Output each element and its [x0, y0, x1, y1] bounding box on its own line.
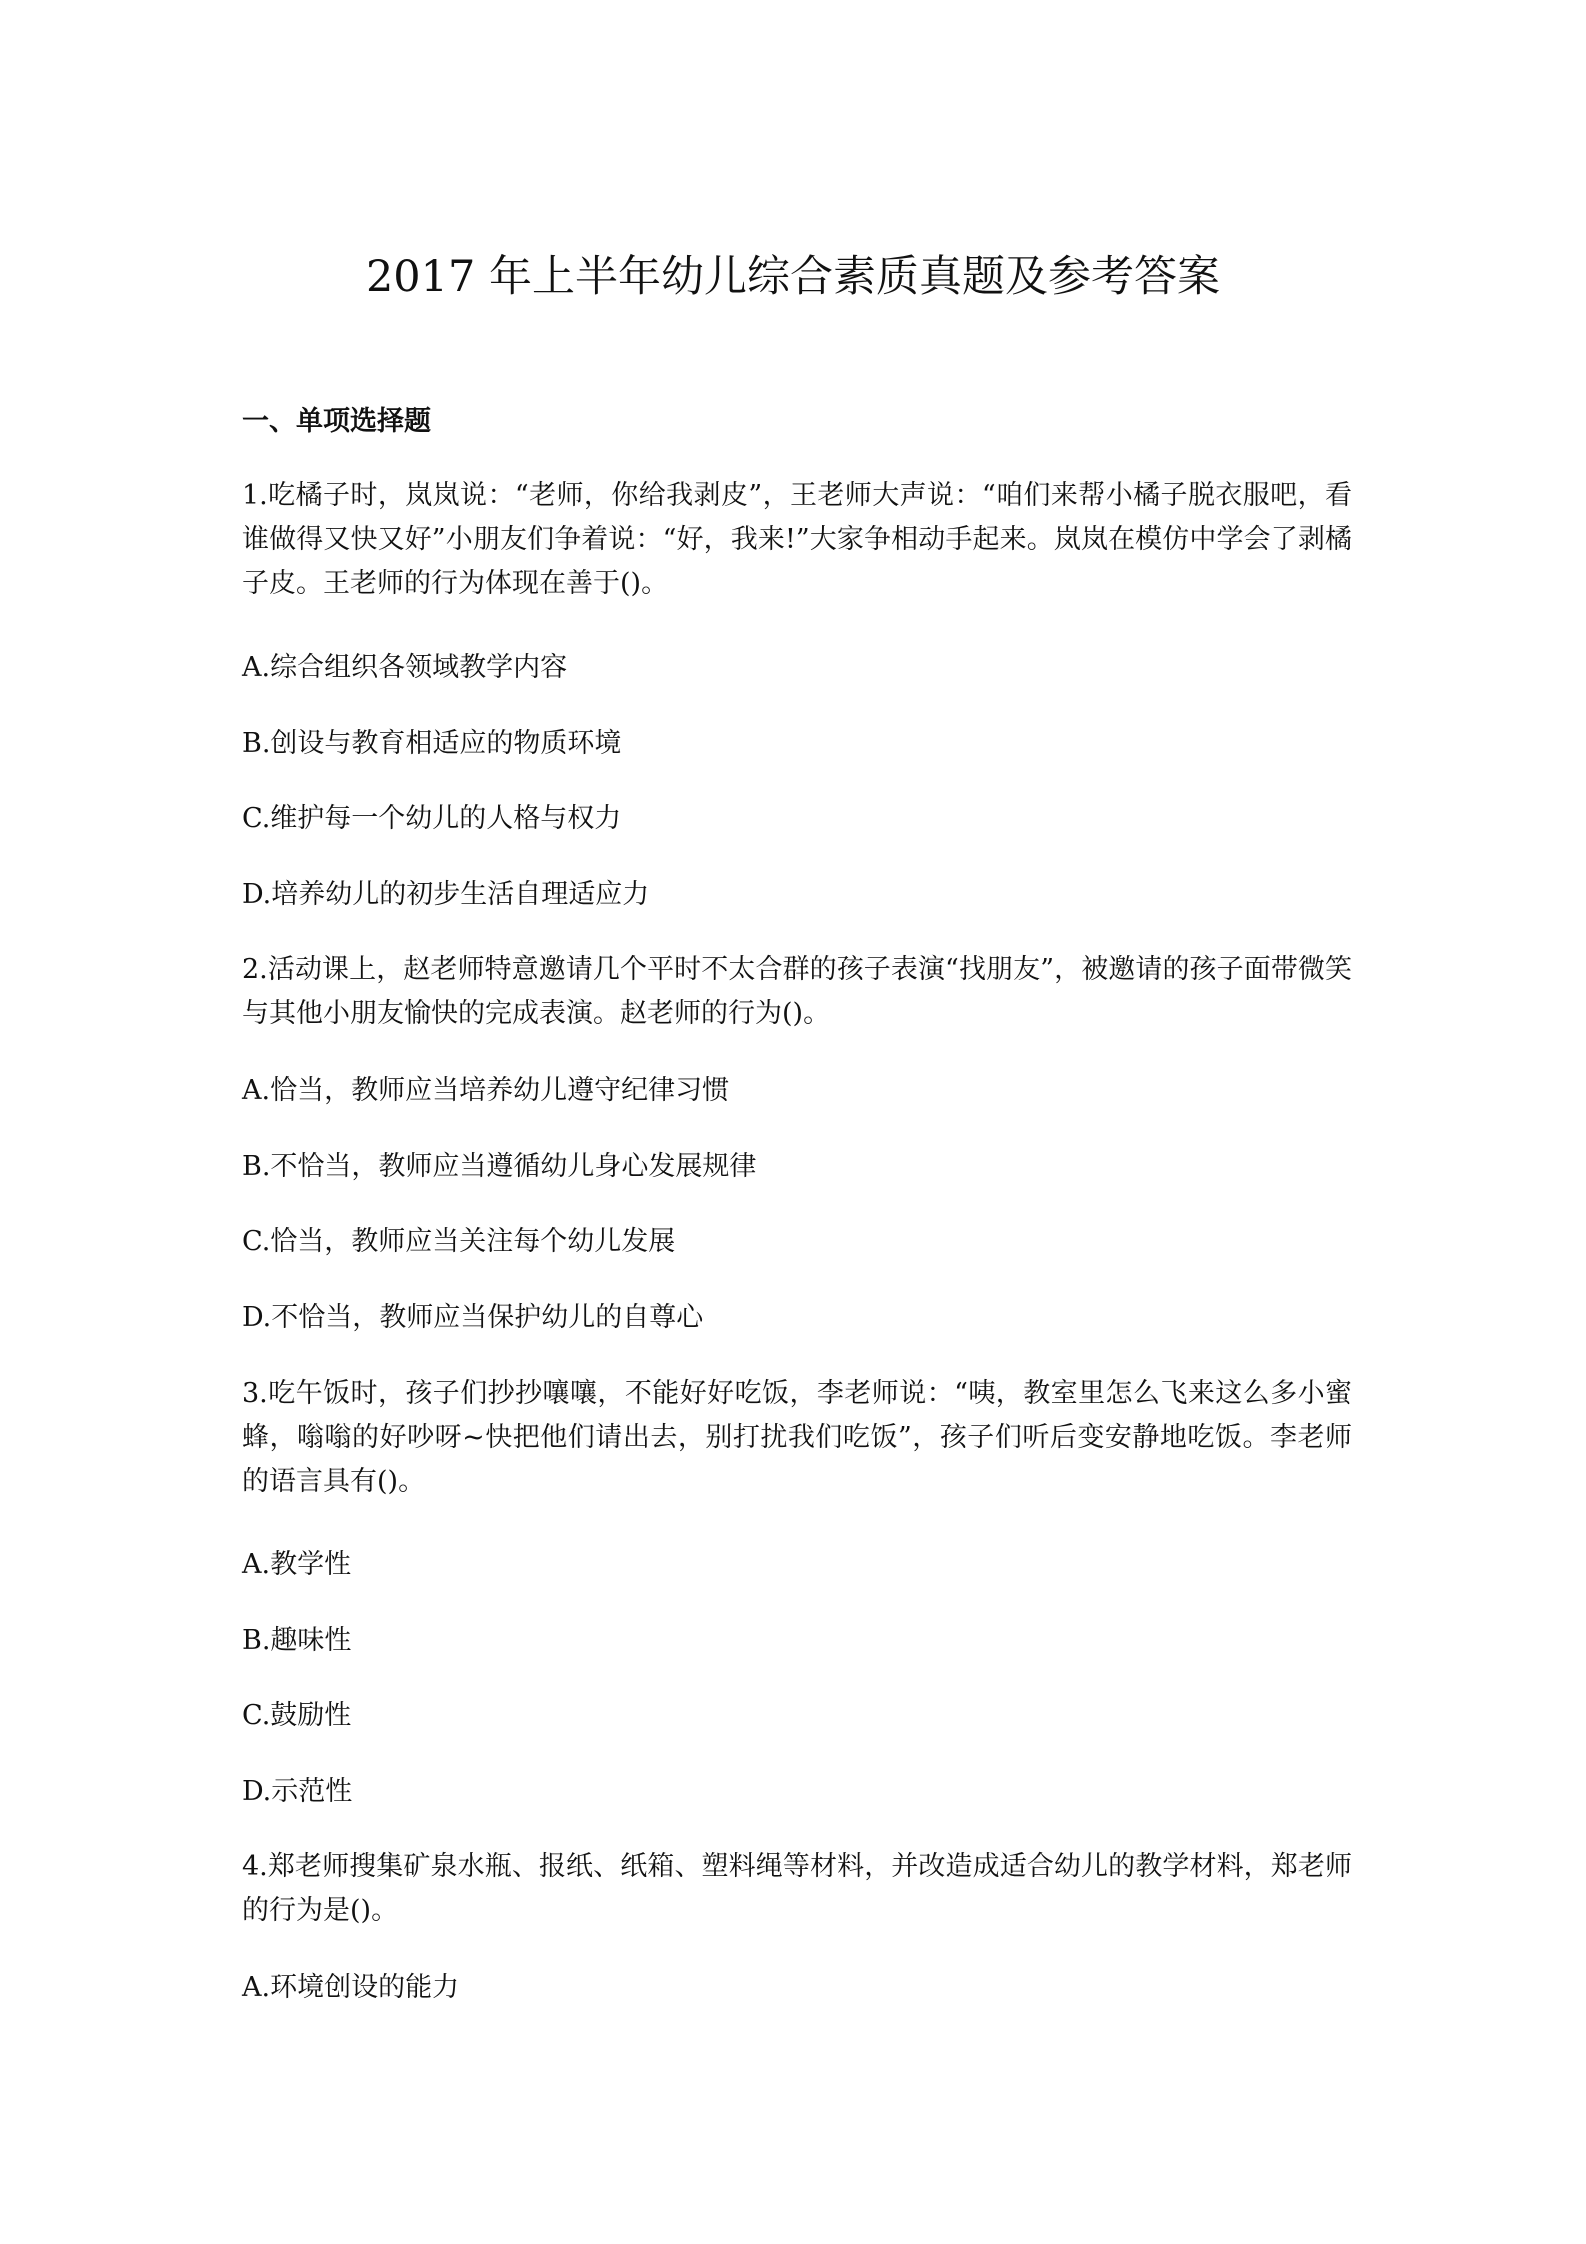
- question-2-stem: 2.活动课上，赵老师特意邀请几个平时不太合群的孩子表演“找朋友”，被邀请的孩子面带微笑与其他小朋友愉快的完成表演。赵老师的行为()。: [242, 954, 1352, 1029]
- question-1-stem: 1.吃橘子时，岚岚说：“老师，你给我剥皮”，王老师大声说：“咱们来帮小橘子脱衣服吧，看谁做得又快又好”小朋友们争着说：“好，我来!”大家争相动手起来。岚岚在模仿中学会了剥橘子皮。王老师的行为体现在善于()。: [242, 480, 1352, 599]
- question-1-option-a: A.综合组织各领域教学内容: [242, 652, 568, 683]
- question-1-option-b: B.创设与教育相适应的物质环境: [242, 728, 622, 759]
- question-2-option-b: B.不恰当，教师应当遵循幼儿身心发展规律: [242, 1151, 757, 1182]
- question-2-option-a: A.恰当，教师应当培养幼儿遵守纪律习惯: [242, 1075, 730, 1106]
- question-1-option-c: C.维护每一个幼儿的人格与权力: [242, 803, 622, 834]
- question-3-option-b: B.趣味性: [242, 1625, 352, 1656]
- question-4-stem: 4.郑老师搜集矿泉水瓶、报纸、纸箱、塑料绳等材料，并改造成适合幼儿的教学材料，郑老师的行为是()。: [242, 1851, 1352, 1926]
- question-3-option-c: C.鼓励性: [242, 1700, 352, 1731]
- document-title: 2017 年上半年幼儿综合素质真题及参考答案: [365, 252, 1221, 302]
- question-4-option-a: A.环境创设的能力: [242, 1972, 460, 2003]
- question-1-option-d: D.培养幼儿的初步生活自理适应力: [242, 879, 650, 910]
- question-3-option-d: D.示范性: [242, 1776, 353, 1807]
- section-heading: 一、单项选择题: [242, 406, 431, 437]
- question-3-option-a: A.教学性: [242, 1549, 352, 1580]
- question-2-option-d: D.不恰当，教师应当保护幼儿的自尊心: [242, 1302, 704, 1333]
- question-2-option-c: C.恰当，教师应当关注每个幼儿发展: [242, 1226, 676, 1257]
- question-3-stem: 3.吃午饭时，孩子们抄抄嚷嚷，不能好好吃饭，李老师说：“咦，教室里怎么飞来这么多小蜜蜂，嗡嗡的好吵呀~快把他们请出去，别打扰我们吃饭”，孩子们听后变安静地吃饭。李老师的语言具有()。: [242, 1378, 1352, 1497]
